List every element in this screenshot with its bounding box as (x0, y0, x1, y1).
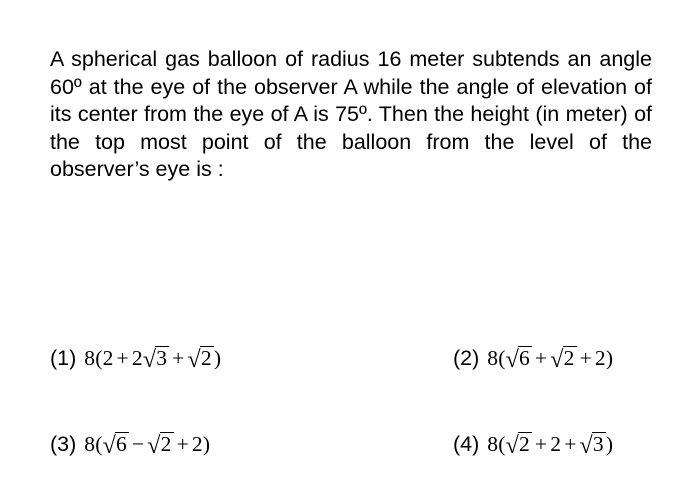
option-4-expression (487, 432, 613, 457)
option-3-plus: + (176, 432, 189, 456)
option-2-radical-1 (505, 346, 532, 373)
option-4-radical-1 (505, 432, 532, 459)
option-1-coefficient: 8(2 (84, 346, 114, 370)
option-1-number: (1) (50, 346, 77, 370)
square-root-icon: √ (147, 433, 161, 459)
option-4-radicand-1: 2 (518, 432, 530, 457)
option-1-plus-1: + (116, 346, 129, 370)
option-2-tail: 2) (594, 346, 614, 370)
square-root-icon: √ (505, 347, 519, 373)
option-4-radicand-2: 3 (592, 432, 604, 457)
option-3-number: (3) (50, 432, 77, 456)
option-4-close-paren: ) (605, 432, 614, 456)
option-2-number: (2) (453, 346, 480, 370)
option-4[interactable] (453, 432, 613, 457)
option-2-radicand-1: 6 (518, 346, 530, 371)
option-3-radical-1 (102, 432, 129, 459)
square-root-icon: √ (102, 433, 116, 459)
option-1-radicand-2: 2 (200, 346, 212, 371)
option-3-coefficient: 8( (84, 432, 103, 456)
option-1-radical-1 (142, 346, 169, 373)
option-4-middle-term: 2 (550, 432, 562, 456)
option-1-plus-2: + (172, 346, 185, 370)
square-root-icon: √ (187, 347, 201, 373)
option-3-minus: − (131, 432, 145, 456)
option-3[interactable] (50, 432, 210, 457)
option-2[interactable] (453, 346, 613, 371)
option-2-plus-2: + (579, 346, 592, 370)
option-2-plus-1: + (534, 346, 548, 370)
option-1-coefficient-2: 2 (131, 346, 143, 370)
option-3-radicand-1: 6 (115, 432, 127, 457)
option-2-coefficient: 8( (487, 346, 506, 370)
square-root-icon: √ (550, 347, 564, 373)
option-2-radical-2 (550, 346, 576, 373)
option-2-radicand-2: 2 (563, 346, 575, 371)
option-3-radical-2 (147, 432, 173, 459)
square-root-icon: √ (579, 433, 593, 459)
option-4-radical-2 (579, 432, 606, 459)
option-4-plus-1: + (534, 432, 548, 456)
option-1-close-paren: ) (213, 346, 222, 370)
option-3-radicand-2: 2 (160, 432, 172, 457)
option-4-coefficient: 8( (487, 432, 506, 456)
option-4-plus-2: + (564, 432, 577, 456)
option-1-radical-2 (187, 346, 213, 373)
option-3-tail: 2) (191, 432, 211, 456)
option-4-number: (4) (453, 432, 480, 456)
question-text: A spherical gas balloon of radius 16 meter subtends an angle 60º at the eye of the observer A while the angle of elevation of its center from the eye of A is 75º. Then the height (in meter) of the top most point of the balloon from the level of the observer’s eye is : (50, 47, 652, 181)
option-1[interactable] (50, 346, 221, 371)
square-root-icon: √ (505, 433, 519, 459)
option-1-radicand-1: 3 (156, 346, 168, 371)
option-1-expression (84, 346, 221, 371)
option-2-expression (487, 346, 613, 371)
option-3-expression (84, 432, 210, 457)
square-root-icon: √ (142, 347, 157, 373)
